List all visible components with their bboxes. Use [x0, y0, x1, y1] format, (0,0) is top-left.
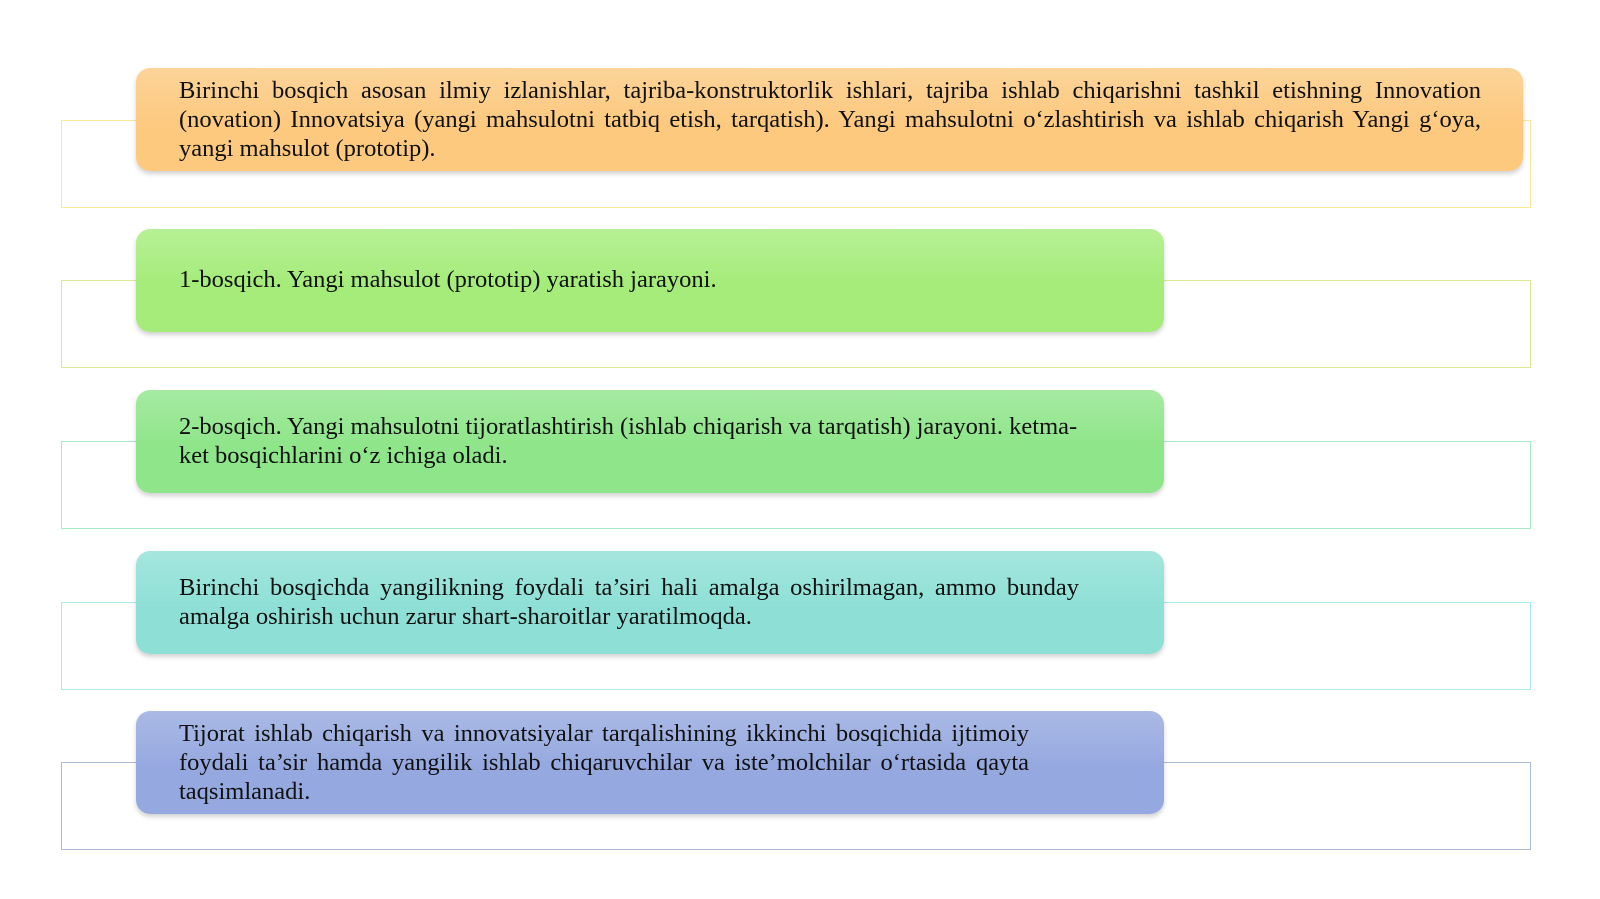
- item-1-box: [136, 68, 1523, 171]
- item-5-text: Tijorat ishlab chiqarish va innovatsiyalar tarqalishining ikkinchi bosqichida ijtimoiy foydali ta’sir hamda yangilik ishlab chiqaruvchilar va iste’molchilar o‘rtasida qayta taqsimlanadi.: [179, 720, 1029, 805]
- item-5-box: [136, 711, 1164, 814]
- item-3-text: 2-bosqich. Yangi mahsulotni tijoratlashtirish (ishlab chiqarish va tarqatish) jarayoni. ketma-ket bosqichlarini o‘z ichiga oladi.: [179, 413, 1078, 469]
- item-2-text: 1-bosqich. Yangi mahsulot (prototip) yaratish jarayoni.: [179, 266, 717, 293]
- item-2-box: [136, 229, 1164, 332]
- item-1-text: Birinchi bosqich asosan ilmiy izlanishlar, tajriba-konstruktorlik ishlari, tajriba ishlab chiqarishni tashkil etishning Innovation (novation) Innovatsiya (yangi mahsulotni tatbiq etish, tarqatish). Yangi mahsulotni o‘zlashtirish va ishlab chiqarish Yangi g‘oya, yangi mahsulot (prototip).: [179, 77, 1481, 162]
- item-4-text: Birinchi bosqichda yangilikning foydali ta’siri hali amalga oshirilmagan, ammo bunday amalga oshirish uchun zarur shart-sharoitlar yaratilmoqda.: [179, 574, 1079, 630]
- item-3-box: [136, 390, 1164, 493]
- item-4-box: [136, 551, 1164, 654]
